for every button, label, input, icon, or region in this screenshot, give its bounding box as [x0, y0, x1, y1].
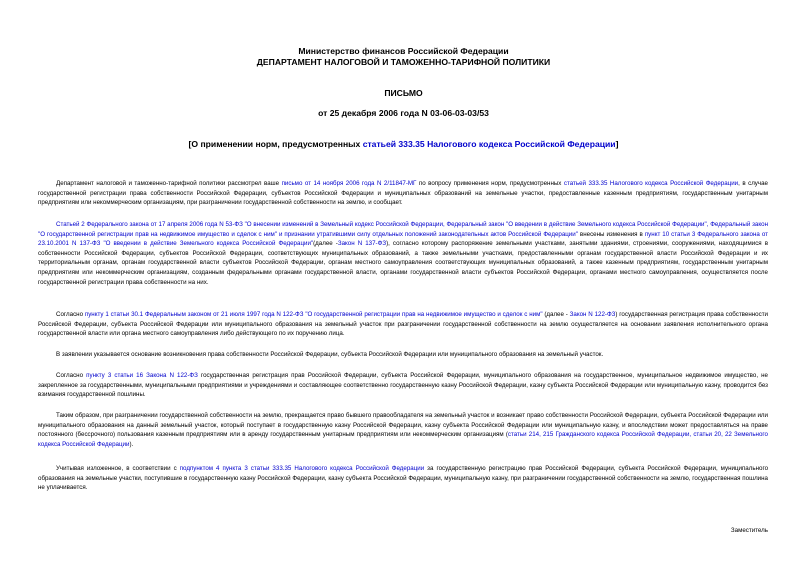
p6-text-1: Таким образом, при разграничении государственной собственности на землю, прекращается право бывшего правообладателя на земельный участок и возникает право собственности Российской Федерации, субъекта Российской Федерации или муниципального образования на данный земельный участок, который поступает в государственную казну Российской Федерации, казну субъекта Российской Федерации или муниципальную казну, и впоследствии может предоставляться на праве постоянного (бессрочного) пользования казенным предприятиям или в аренду государственным унитарным предприятиям или некоммерческим организациям ( [38, 412, 768, 439]
p5-text-2: государственная регистрация прав Российской Федерации, субъекта Российской Федерации, муниципального образования на государственное, муниципальное недвижимое имущество, не закрепленное за государственными, муниципальными предприятиями и учреждениями и составляющее соответственно государственную казну Российской Федерации, казну субъекта Российской Федерации или муниципальную казну, проводится без взимания государственной пошлины. [38, 372, 769, 399]
p3-text-3: ) государственная регистрация права собственности Российской Федерации, субъекта Российской Федерации или муниципального образования на земельный участок при разграничении государственной собственности на землю осуществляется на основании заявления исполнительного органа государственной власти или органа местного самоуправления либо действующего по их поручению лица. [38, 311, 768, 338]
p6-civil-land-code-link[interactable]: статьи 214, 215 Гражданского кодекса Российской Федерации, статьи 20, 22 Земельного кодекса Российской Федерации [38, 431, 768, 448]
signature-title: Заместитель [730, 527, 768, 534]
ministry-heading: Министерство финансов Российской Федерации [298, 46, 509, 56]
p1-tax-code-link[interactable]: статьей 333.35 Налогового кодекса Российской Федерации [563, 180, 739, 187]
p1-text-3: , в случае государственной регистрации права собственности Российской Федерации, субъектов Российской Федерации и муниципальных образований на земельные участки, предоставленные казенным предприятиям, государственным унитарным предприятиям или некоммерческим организациям, при разграничении государственной собственности на землю, и сообщает. [38, 180, 768, 207]
department-heading: ДЕПАРТАМЕНТ НАЛОГОВОЙ И ТАМОЖЕННО-ТАРИФНОЙ ПОЛИТИКИ [256, 57, 551, 67]
p2-law-137fz-short-link[interactable]: Закон N 137-ФЗ [337, 240, 387, 248]
p3-law-122fz-link[interactable]: пункту 1 статьи 30.1 Федеральным законом от 21 июля 1997 года N 122-ФЗ "О государственной регистрации прав на недвижимое имущество и сделок с ним" [84, 311, 543, 318]
paragraph-4 [38, 350, 768, 360]
title-tax-code-link[interactable]: статьей 333.35 Налогового кодекса Российской Федерации [362, 139, 616, 149]
p3-text-2: (далее - [542, 311, 570, 318]
title-close: ] [615, 139, 619, 149]
p2-law-137fz-link[interactable]: пункт 10 статьи 3 Федерального закона от 23.10.2001 N 137-ФЗ "О введении в действие Земельного кодекса Российской Федерации" [38, 230, 768, 248]
document-type: ПИСЬМО [384, 88, 423, 98]
paragraph-2 [38, 220, 768, 287]
p5-law-122fz-article-link[interactable]: пункту 3 статьи 16 Закона N 122-ФЗ [86, 372, 198, 379]
p3-law-122fz-short-link[interactable]: Закон N 122-ФЗ [569, 311, 616, 318]
p4-text-1: В заявлении указывается основание возникновения права собственности Российской Федерации, субъекта Российской Федерации или муниципального образования на земельный участок. [56, 351, 604, 358]
paragraph-6 [38, 411, 768, 449]
paragraph-7 [38, 464, 768, 493]
document-title [0, 138, 807, 150]
paragraph-1 [38, 179, 768, 208]
p7-text-2: за государственную регистрацию прав Российской Федерации, субъекта Российской Федерации, муниципального образования на земельные участки, поступившие в государственную казну Российской Федерации, казну субъекта Российской Федерации, муниципальную казну, при разграничении государственной собственности на землю, государственная пошлина не уплачивается. [38, 465, 769, 492]
title-open: [О применении норм, предусмотренных [188, 139, 363, 149]
p7-tax-code-link[interactable]: подпунктом 4 пункта 3 статьи 333.35 Налогового кодекса Российской Федерации [179, 465, 425, 472]
p2-text-3: ), согласно которому распоряжение земельными участками, занятыми зданиями, строениями, сооружениями, находящимися в собственности Российской Федерации, субъектов Российской Федерации, соответствующих муниципальных образований, а также земельными участками, предоставленными органам государственной власти Российской Федерации и их территориальным органам, органам государственной власти субъектов Российской Федерации, органам местного самоуправления соответствующих муниципальных образований, а также казенным предприятиям, государственным унитарным предприятиям или некоммерческим организациям, созданным федеральными органами государственной власти, органами государственной власти субъектов Российской Федерации, органами местного самоуправления, осуществляется после государственной регистрации права собственности на них. [38, 240, 769, 286]
p1-text-2: по вопросу применения норм, предусмотренных [416, 180, 564, 187]
p2-law-53fz-link[interactable]: Статьей 2 Федерального закона от 17 апреля 2006 года N 53-ФЗ "О внесении изменений в Земельный кодекс Российской Федерации, Федеральный закон "О введении в действие Земельного кодекса Российской Федерации", Федеральный закон "О государственной регистрации прав на недвижимое имущество и сделок с ним" и признании утратившими силу отдельных положений законодательных актов Российской Федерации" [38, 221, 768, 238]
document-date-number: от 25 декабря 2006 года N 03-06-03-03/53 [318, 108, 489, 118]
p1-text-1: Департамент налоговой и таможенно-тарифной политики рассмотрел ваше [56, 180, 282, 187]
p1-letter-link[interactable]: письмо от 14 ноября 2006 года N 2/11847-МГ [281, 180, 417, 187]
p2-text-1: внесены изменения в [577, 230, 645, 238]
p3-text-1: Согласно [56, 311, 85, 318]
p6-text-2: ). [129, 440, 134, 448]
p7-text-1: Учитывая изложенное, в соответствии с [56, 465, 180, 472]
p2-text-2: (далее - [313, 240, 338, 248]
paragraph-5 [38, 371, 768, 400]
paragraph-3 [38, 310, 768, 339]
p5-text-1: Согласно [56, 372, 87, 379]
